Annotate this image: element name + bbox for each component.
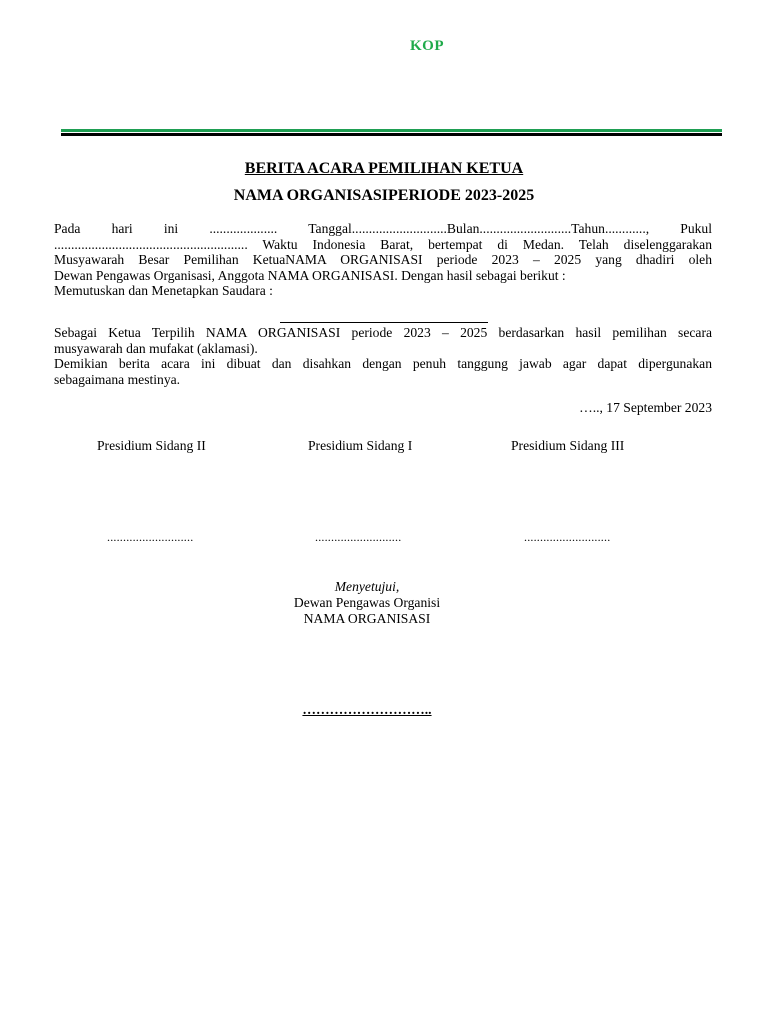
paragraph-opening [54, 221, 712, 299]
text-line: Dewan Pengawas Organisasi, Anggota NAMA ORGANISASI. Dengan hasil sebagai berikut : [54, 267, 566, 283]
paragraph-closing [54, 356, 712, 387]
signature-dots-presidium-2: ........................... [107, 530, 194, 544]
approval-heading: Menyetujui, [334, 579, 400, 594]
approval-body: Dewan Pengawas Organisi [293, 595, 441, 610]
document-subtitle: NAMA ORGANISASIPERIODE 2023-2025 [233, 187, 535, 204]
document-title: BERITA ACARA PEMILIHAN KETUA [244, 160, 524, 177]
kop-header: KOP [410, 38, 444, 54]
header-rule-black [61, 133, 722, 136]
text-line: Musyawarah Besar Pemilihan KetuaNAMA ORGANISASI periode 2023 – 2025 yang dhadiri oleh [54, 252, 712, 268]
text-line: Sebagai Ketua Terpilih NAMA ORGANISASI periode 2023 – 2025 berdasarkan hasil pemilihan secara [54, 325, 712, 340]
signature-label-presidium-3: Presidium Sidang III [511, 438, 625, 453]
document-date: ….., 17 September 2023 [579, 400, 712, 415]
approval-signature-dots: ……………………….. [302, 702, 432, 717]
signature-dots-presidium-3: ........................... [524, 530, 611, 544]
elected-name-line [280, 322, 488, 323]
text-line: Demikian berita acara ini dibuat dan disahkan dengan penuh tanggung jawab agar dapat dipergunakan [54, 356, 712, 371]
approval-organization: NAMA ORGANISASI [303, 611, 431, 626]
signature-label-presidium-1: Presidium Sidang I [308, 438, 413, 453]
signature-dots-presidium-1: ........................... [315, 530, 402, 544]
text-line: musyawarah dan mufakat (aklamasi). [54, 340, 258, 356]
header-rule-green [61, 129, 722, 132]
text-line: Pada hari ini .................... Tanggal............................Bulan...........................Tahun............, Pukul [54, 221, 712, 236]
paragraph-elected [54, 325, 712, 356]
text-line: Memutuskan dan Menetapkan Saudara : [54, 283, 273, 299]
text-line: ......................................................... Waktu Indonesia Barat, bertempat di Medan. Telah diselenggarakan [54, 236, 712, 252]
signature-label-presidium-2: Presidium Sidang II [97, 438, 206, 453]
text-line: sebagaimana mestinya. [54, 371, 181, 387]
